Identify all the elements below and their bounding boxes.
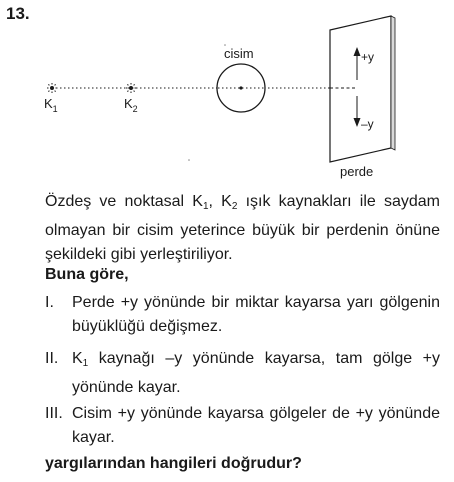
- statement-text: Perde +y yönünde bir miktar kayarsa yarı gölgenin büyüklüğü değişmez.: [72, 294, 440, 335]
- statement-numeral: III.: [45, 405, 63, 422]
- statement-item: [45, 291, 440, 339]
- intro-paragraph: [45, 190, 440, 267]
- statement-item: [45, 347, 440, 400]
- intro-sub-1: 1: [202, 201, 209, 212]
- statement-numeral: II.: [45, 350, 59, 367]
- source-k2-letter: K: [124, 96, 133, 111]
- optics-figure: [0, 0, 454, 185]
- statement-text: Cisim +y yönünde kayarsa gölgeler de +y yönünde kayar.: [72, 405, 440, 446]
- source-k2-index: 2: [132, 104, 138, 114]
- statement-text-after: kaynağı –y yönünde kayarsa, tam gölge +y yönünde kayar.: [72, 350, 440, 396]
- object-label: cisim: [224, 46, 254, 61]
- screen-label: perde: [340, 164, 374, 179]
- point-source-k2: [126, 83, 136, 93]
- intro-text-mid: , K: [208, 193, 232, 210]
- source-k2-label: [124, 97, 138, 112]
- intro-sub-2: 2: [231, 201, 238, 212]
- screen-edge: [391, 16, 395, 150]
- minus-y-label: –y: [361, 117, 374, 131]
- statement-text-before: K: [72, 350, 83, 367]
- source-k1-letter: K: [44, 96, 53, 111]
- question-prompt: yargılarından hangileri doğrudur?: [45, 455, 302, 472]
- statement-item: [45, 402, 440, 450]
- statement-sub: 1: [82, 358, 89, 369]
- source-k1-label: [44, 97, 58, 112]
- point-source-k1: [47, 83, 57, 93]
- figure-diagram: [0, 0, 454, 185]
- intro-text-before: Özdeş ve noktasal K: [45, 193, 203, 210]
- statement-numeral: I.: [45, 294, 54, 311]
- faint-dot: [188, 159, 190, 161]
- intro-text-after: ışık kaynakları ile saydam olmayan bir cisim yeterince büyük bir perdenin önüne şekildeki gibi yerleştiriliyor.: [45, 193, 440, 263]
- question-number: 13.: [6, 4, 30, 23]
- given-heading: Buna göre,: [45, 266, 129, 283]
- plus-y-label: +y: [361, 50, 375, 64]
- statement-text: [72, 347, 440, 400]
- screen-panel: [330, 16, 391, 162]
- source-k1-index: 1: [52, 104, 58, 114]
